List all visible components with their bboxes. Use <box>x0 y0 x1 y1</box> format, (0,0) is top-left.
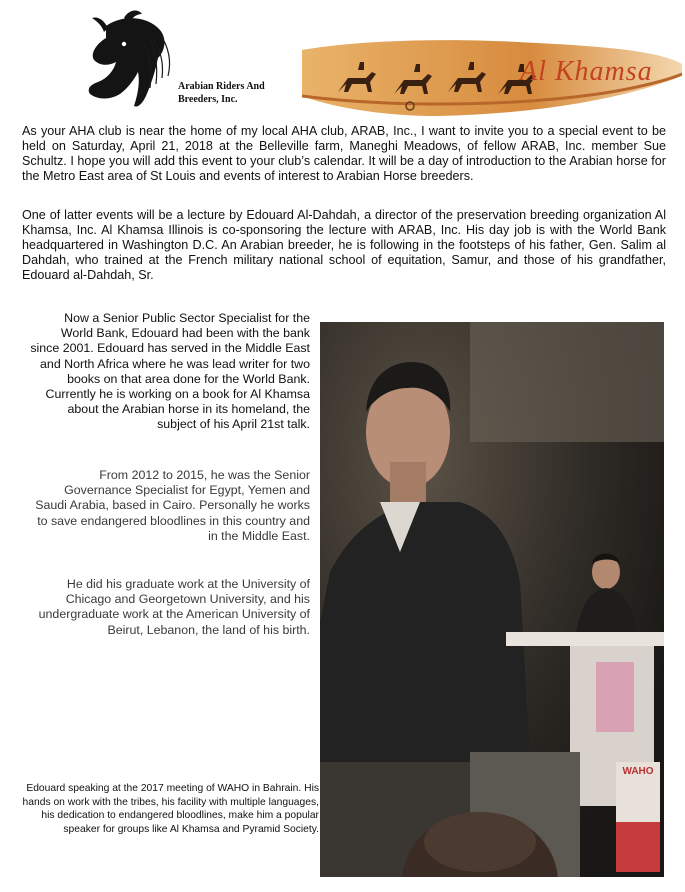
club-name: Arabian Riders And Breeders, Inc. <box>178 81 265 105</box>
horse-head-icon <box>68 8 178 118</box>
lecture-paragraph: One of latter events will be a lecture by Edouard Al-Dahdah, a director of the preservation breeding organization Al Khamsa, Inc. Al Khamsa Illinois is co-sponsoring the lecture with ARAB, Inc. His day job is with the World Bank headquartered in Washington D.C. An Arabian breeder, he is following in the footsteps of his father, Gen. Salim al Dahdah, who trained at the French military national school of equitation, Samur, and those of his grandfather, Edouard al-Dahdah, Sr. <box>22 208 666 282</box>
intro-paragraph: As your AHA club is near the home of my local AHA club, ARAB, Inc., I want to invite you to a special event to be held on Saturday, April 21, 2018 at the Belleville farm, Maneghi Meadows, of fellow ARAB, Inc. member Sue Schultz. I hope you will add this event to your club’s calendar. It will be a day of introduction to the Arabian horse for the Metro East area of St Louis and events of interest to Arabian Horse breeders. <box>22 124 666 183</box>
waho-sign-text: WAHO <box>622 766 654 777</box>
photo-caption: Edouard speaking at the 2017 meeting of WAHO in Bahrain. His hands on work with the tribes, his facility with multiple languages, his dedication to endangered bloodlines, make him a popular speaker for groups like Al Khamsa and Pyramid Society. <box>22 783 319 835</box>
bio-paragraph-cairo: From 2012 to 2015, he was the Senior Governance Specialist for Egypt, Yemen and Saudi Arabia, based in Cairo. Personally he works to save endangered bloodlines in this country and in the Middle East. <box>35 468 310 543</box>
speaker-photo <box>320 322 664 877</box>
bio-paragraph-education: He did his graduate work at the University of Chicago and Georgetown University, and his undergraduate work at the American University of Beirut, Lebanon, the land of his birth. <box>38 577 310 637</box>
banner-title: Al Khamsa <box>520 56 653 87</box>
bio-paragraph-world-bank: Now a Senior Public Sector Specialist for the World Bank, Edouard had been with the bank since 2001. Edouard has served in the Middle East and North Africa where he was lead writer for two books on that area done for the World Bank. Currently he is working on a book for Al Khamsa about the Arabian horse in its homeland, the subject of his April 21st talk. <box>30 311 310 432</box>
